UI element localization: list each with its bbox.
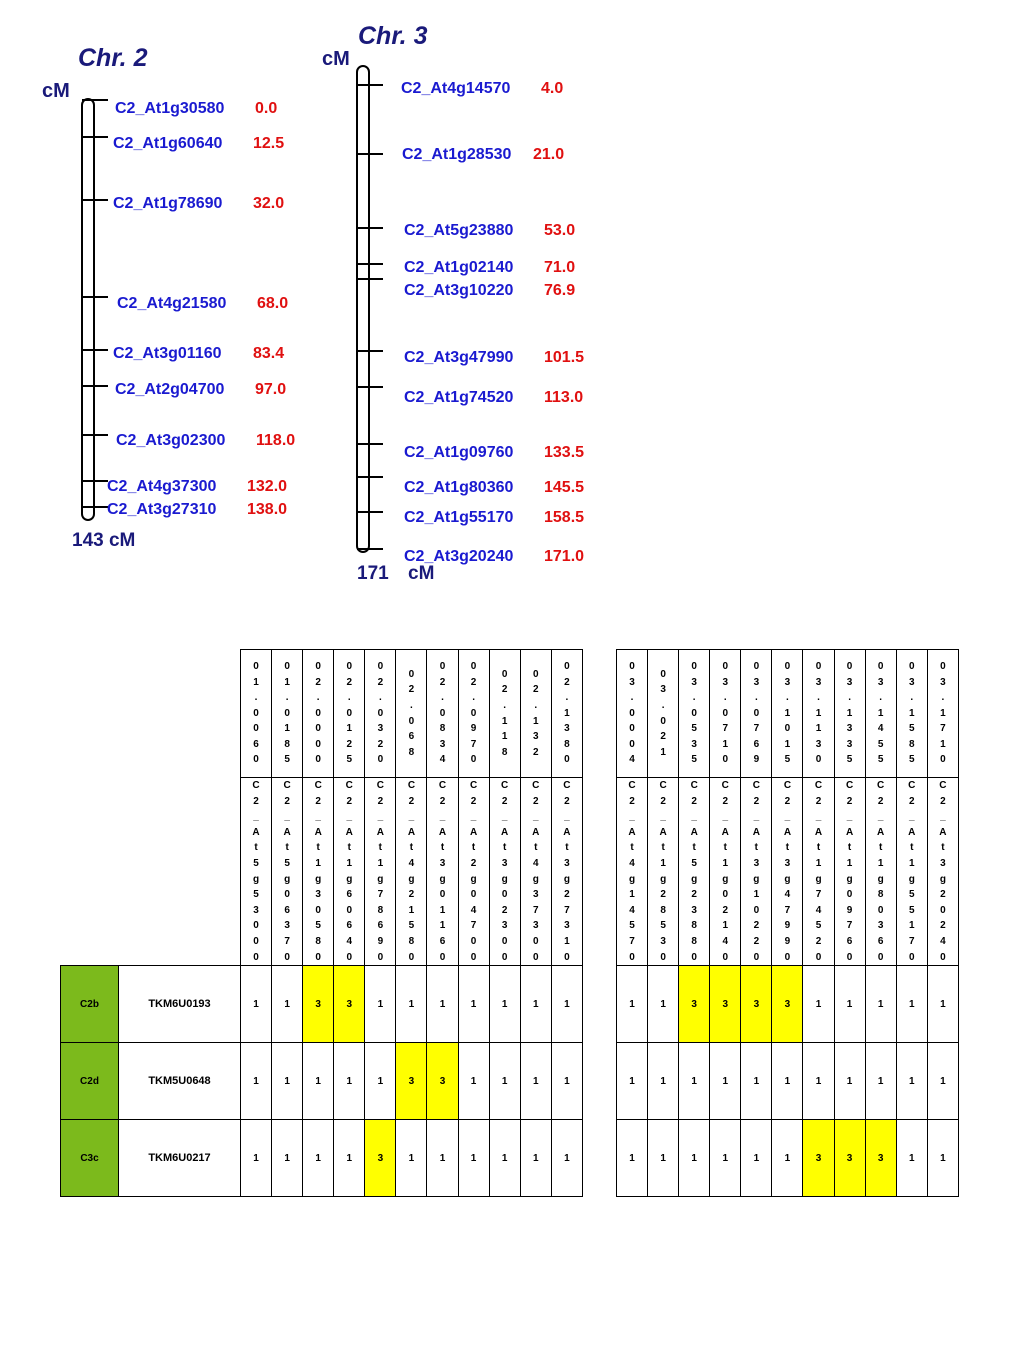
genotype-cell: 1 xyxy=(241,966,272,1043)
position-header: 0 3 . 0 7 6 9 xyxy=(741,650,772,778)
line-id: TKM6U0193 xyxy=(119,966,241,1043)
genotype-cell: 3 xyxy=(679,966,710,1043)
genotype-cell: 1 xyxy=(489,1120,520,1197)
genotype-cell: 1 xyxy=(551,1120,582,1197)
genotype-cell: 1 xyxy=(520,966,551,1043)
genotype-cell: 1 xyxy=(865,1043,896,1120)
line-label: C2b xyxy=(61,966,119,1043)
chr2-marker-name: C2_At4g37300 xyxy=(107,478,217,495)
chr3-marker-name: C2_At4g14570 xyxy=(401,80,511,97)
position-header: 0 1 . 0 1 8 5 xyxy=(272,650,303,778)
chr2-marker-name: C2_At3g02300 xyxy=(116,432,226,449)
chr3-marker-name: C2_At5g23880 xyxy=(404,222,514,239)
position-header: 0 3 . 0 0 0 4 xyxy=(617,650,648,778)
marker-header: C 2 _ A t 1 g 6 0 6 4 0 xyxy=(334,778,365,966)
table-row xyxy=(617,1043,959,1120)
marker-header: C 2 _ A t 3 g 4 7 9 9 0 xyxy=(772,778,803,966)
chr2-marker-name: C2_At1g78690 xyxy=(113,195,223,212)
genotype-cell: 1 xyxy=(489,966,520,1043)
chr3-marker-tick xyxy=(357,476,383,478)
genotype-cell: 1 xyxy=(648,1043,679,1120)
genotype-cell: 3 xyxy=(865,1120,896,1197)
chr3-marker-name: C2_At3g10220 xyxy=(404,282,514,299)
genotype-cell: 1 xyxy=(551,966,582,1043)
chr3-marker-position: 145.5 xyxy=(544,479,585,496)
chr2-marker-name: C2_At3g27310 xyxy=(107,501,217,518)
chr2-marker-tick xyxy=(82,434,108,436)
chr2-marker-tick xyxy=(82,480,108,482)
chr3-marker-tick xyxy=(357,278,383,280)
chr3-marker-name: C2_At1g09760 xyxy=(404,444,514,461)
chr2-marker-position: 83.4 xyxy=(253,345,285,362)
genotype-cell: 1 xyxy=(551,1043,582,1120)
genotype-cell: 1 xyxy=(396,1120,427,1197)
chr2-marker-position: 118.0 xyxy=(256,432,296,449)
genotype-cell: 1 xyxy=(303,1120,334,1197)
chr2-marker-position: 138.0 xyxy=(247,501,288,518)
chr2-marker-tick xyxy=(82,99,108,101)
chr2-marker-name: C2_At4g21580 xyxy=(117,295,227,312)
genotype-cell: 1 xyxy=(272,1120,303,1197)
genotype-cell: 1 xyxy=(710,1043,741,1120)
genotype-cell: 1 xyxy=(617,1120,648,1197)
position-header: 0 2 . 1 1 8 xyxy=(489,650,520,778)
chr3-marker-name: C2_At3g20240 xyxy=(404,548,514,565)
genotype-cell: 1 xyxy=(927,1043,958,1120)
chr2-marker-tick xyxy=(82,136,108,138)
genotype-cell: 1 xyxy=(272,1043,303,1120)
position-header: 0 2 . 1 3 8 0 xyxy=(551,650,582,778)
genotype-cell: 1 xyxy=(927,966,958,1043)
marker-header: C 2 _ A t 1 g 7 8 6 9 0 xyxy=(365,778,396,966)
genotype-cell: 1 xyxy=(834,1043,865,1120)
position-header: 0 3 . 1 5 8 5 xyxy=(896,650,927,778)
genotype-cell: 1 xyxy=(803,966,834,1043)
position-header: 0 2 . 0 3 2 0 xyxy=(365,650,396,778)
chr3-marker-name: C2_At3g47990 xyxy=(404,349,514,366)
genotype-cell: 1 xyxy=(741,1120,772,1197)
table-corner-blank xyxy=(61,778,241,966)
line-label: C3c xyxy=(61,1120,119,1197)
genotype-cell: 3 xyxy=(334,966,365,1043)
chr3-marker-position: 76.9 xyxy=(544,282,576,299)
chr3-marker-tick xyxy=(357,350,383,352)
position-header: 0 3 . 0 2 1 xyxy=(648,650,679,778)
chr3-marker-tick xyxy=(357,386,383,388)
genotype-cell: 3 xyxy=(772,966,803,1043)
marker-header: C 2 _ A t 5 g 2 3 8 8 0 xyxy=(679,778,710,966)
chr3-marker-name: C2_At1g02140 xyxy=(404,259,514,276)
chr3-length-unit: cM xyxy=(408,563,435,584)
chr2-marker-name: C2_At3g01160 xyxy=(113,345,222,362)
chr2-title: Chr. 2 xyxy=(78,44,148,72)
chr2-marker-tick xyxy=(82,199,108,201)
position-header: 0 3 . 0 5 3 5 xyxy=(679,650,710,778)
chr3-marker-position: 171.0 xyxy=(544,548,585,565)
genotype-table-chr3 xyxy=(616,649,959,1197)
marker-header: C 2 _ A t 1 g 5 5 1 7 0 xyxy=(896,778,927,966)
chr2-marker-tick xyxy=(82,296,108,298)
genotype-cell: 1 xyxy=(334,1043,365,1120)
position-header: 0 2 . 1 3 2 xyxy=(520,650,551,778)
position-header: 0 2 . 0 0 0 0 xyxy=(303,650,334,778)
position-header: 0 3 . 1 7 1 0 xyxy=(927,650,958,778)
chr2-marker-position: 97.0 xyxy=(255,381,287,398)
genotype-cell: 3 xyxy=(834,1120,865,1197)
genotype-cell: 1 xyxy=(272,966,303,1043)
genotype-cell: 1 xyxy=(427,966,458,1043)
genotype-cell: 3 xyxy=(396,1043,427,1120)
genotype-cell: 1 xyxy=(710,1120,741,1197)
chr3-marker-position: 113.0 xyxy=(544,389,584,406)
genotype-cell: 1 xyxy=(679,1120,710,1197)
chr3-marker-name: C2_At1g55170 xyxy=(404,509,514,526)
chr2-marker-tick xyxy=(82,385,108,387)
genotype-table-chr2 xyxy=(60,649,583,1197)
position-header: 0 3 . 1 4 5 5 xyxy=(865,650,896,778)
genotype-cell: 1 xyxy=(648,1120,679,1197)
genotype-cell: 1 xyxy=(520,1120,551,1197)
genotype-cell: 1 xyxy=(458,966,489,1043)
line-id: TKM5U0648 xyxy=(119,1043,241,1120)
position-header: 0 3 . 1 0 1 5 xyxy=(772,650,803,778)
position-header: 0 2 . 0 8 3 4 xyxy=(427,650,458,778)
chr2-marker-position: 68.0 xyxy=(257,295,289,312)
table-row xyxy=(617,966,959,1043)
chr3-marker-name: C2_At1g80360 xyxy=(404,479,514,496)
position-header: 0 3 . 1 3 3 5 xyxy=(834,650,865,778)
genotype-cell: 1 xyxy=(303,1043,334,1120)
marker-header: C 2 _ A t 4 g 3 7 3 0 0 xyxy=(520,778,551,966)
genotype-cell: 3 xyxy=(710,966,741,1043)
chr3-marker-tick xyxy=(357,511,383,513)
chr3-marker-name: C2_At1g74520 xyxy=(404,389,514,406)
marker-header: C 2 _ A t 1 g 8 0 3 6 0 xyxy=(865,778,896,966)
genotype-cell: 1 xyxy=(617,966,648,1043)
genotype-cell: 1 xyxy=(458,1120,489,1197)
genotype-cell: 1 xyxy=(489,1043,520,1120)
genotype-cell: 1 xyxy=(803,1043,834,1120)
genotype-cell: 1 xyxy=(241,1043,272,1120)
chr3-marker-position: 158.5 xyxy=(544,509,585,526)
chr2-length-label: 143 cM xyxy=(72,530,136,551)
marker-header: C 2 _ A t 2 g 0 4 7 0 0 xyxy=(458,778,489,966)
marker-header: C 2 _ A t 1 g 3 0 5 8 0 xyxy=(303,778,334,966)
chr2-marker-name: C2_At2g04700 xyxy=(115,381,225,398)
marker-header: C 2 _ A t 3 g 2 7 3 1 0 xyxy=(551,778,582,966)
genotype-cell: 1 xyxy=(334,1120,365,1197)
chr3-marker-tick xyxy=(357,443,383,445)
genotype-cell: 1 xyxy=(834,966,865,1043)
chr3-marker-tick xyxy=(357,548,383,550)
genotype-cell: 3 xyxy=(741,966,772,1043)
table-corner-blank xyxy=(61,650,241,778)
genotype-cell: 1 xyxy=(741,1043,772,1120)
marker-header: C 2 _ A t 1 g 2 8 5 3 0 xyxy=(648,778,679,966)
table-row xyxy=(61,1043,583,1120)
line-label: C2d xyxy=(61,1043,119,1120)
genotype-cell: 1 xyxy=(679,1043,710,1120)
genotype-cell: 1 xyxy=(427,1120,458,1197)
marker-header: C 2 _ A t 3 g 0 1 1 6 0 xyxy=(427,778,458,966)
table-row xyxy=(61,1120,583,1197)
position-header: 0 3 . 1 1 3 0 xyxy=(803,650,834,778)
genotype-cell: 1 xyxy=(896,1120,927,1197)
chr3-unit-label: cM xyxy=(322,48,350,70)
chr2-marker-position: 32.0 xyxy=(253,195,285,212)
table-row xyxy=(617,1120,959,1197)
chr3-marker-tick xyxy=(357,84,383,86)
genotype-cell: 1 xyxy=(365,966,396,1043)
genotype-cell: 3 xyxy=(803,1120,834,1197)
marker-header: C 2 _ A t 3 g 0 2 3 0 0 xyxy=(489,778,520,966)
genotype-cell: 1 xyxy=(241,1120,272,1197)
genotype-cell: 1 xyxy=(865,966,896,1043)
chr2-marker-position: 132.0 xyxy=(247,478,288,495)
chr3-length-value: 171 xyxy=(357,563,389,584)
genotype-cell: 1 xyxy=(396,966,427,1043)
chr3-title: Chr. 3 xyxy=(358,22,428,50)
marker-header: C 2 _ A t 1 g 0 2 1 4 0 xyxy=(710,778,741,966)
chr3-chromosome-bar xyxy=(356,65,370,553)
genotype-cell: 3 xyxy=(303,966,334,1043)
line-id: TKM6U0217 xyxy=(119,1120,241,1197)
genotype-cell: 1 xyxy=(520,1043,551,1120)
chr2-marker-name: C2_At1g60640 xyxy=(113,135,223,152)
genotype-cell: 1 xyxy=(896,1043,927,1120)
table-row xyxy=(61,966,583,1043)
genotype-cell: 1 xyxy=(772,1120,803,1197)
chr2-marker-tick xyxy=(82,506,108,508)
position-header: 0 1 . 0 0 6 0 xyxy=(241,650,272,778)
genotype-cell: 3 xyxy=(365,1120,396,1197)
marker-header: C 2 _ A t 4 g 1 4 5 7 0 xyxy=(617,778,648,966)
chr2-marker-tick xyxy=(82,349,108,351)
genotype-cell: 1 xyxy=(927,1120,958,1197)
chr3-marker-position: 53.0 xyxy=(544,222,576,239)
chr3-marker-position: 133.5 xyxy=(544,444,585,461)
marker-header: C 2 _ A t 5 g 5 3 0 0 0 xyxy=(241,778,272,966)
chr3-marker-tick xyxy=(357,153,383,155)
genotype-cell: 1 xyxy=(896,966,927,1043)
genotype-cell: 1 xyxy=(458,1043,489,1120)
chr3-marker-position: 4.0 xyxy=(541,80,564,97)
chr3-marker-tick xyxy=(357,263,383,265)
genotype-cell: 1 xyxy=(648,966,679,1043)
chr3-marker-position: 21.0 xyxy=(533,146,565,163)
position-header: 0 2 . 0 1 2 5 xyxy=(334,650,365,778)
chr2-marker-position: 12.5 xyxy=(253,135,285,152)
position-header: 0 3 . 0 7 1 0 xyxy=(710,650,741,778)
genotype-cell: 1 xyxy=(365,1043,396,1120)
chr2-unit-label: cM xyxy=(42,80,70,102)
chr2-chromosome-bar xyxy=(81,98,95,521)
chr2-marker-position: 0.0 xyxy=(255,100,278,117)
marker-header: C 2 _ A t 5 g 0 6 3 7 0 xyxy=(272,778,303,966)
chr3-marker-position: 101.5 xyxy=(544,349,585,366)
chr2-marker-name: C2_At1g30580 xyxy=(115,100,225,117)
position-header: 0 2 . 0 6 8 xyxy=(396,650,427,778)
marker-header: C 2 _ A t 3 g 2 0 2 4 0 xyxy=(927,778,958,966)
marker-header: C 2 _ A t 1 g 0 9 7 6 0 xyxy=(834,778,865,966)
position-header: 0 2 . 0 9 7 0 xyxy=(458,650,489,778)
genotype-cell: 3 xyxy=(427,1043,458,1120)
genotype-cell: 1 xyxy=(617,1043,648,1120)
marker-header: C 2 _ A t 3 g 1 0 2 2 0 xyxy=(741,778,772,966)
chr3-marker-tick xyxy=(357,227,383,229)
chr3-marker-name: C2_At1g28530 xyxy=(402,146,512,163)
chr3-marker-position: 71.0 xyxy=(544,259,576,276)
genotype-cell: 1 xyxy=(772,1043,803,1120)
marker-header: C 2 _ A t 4 g 2 1 5 8 0 xyxy=(396,778,427,966)
marker-header: C 2 _ A t 1 g 7 4 5 2 0 xyxy=(803,778,834,966)
